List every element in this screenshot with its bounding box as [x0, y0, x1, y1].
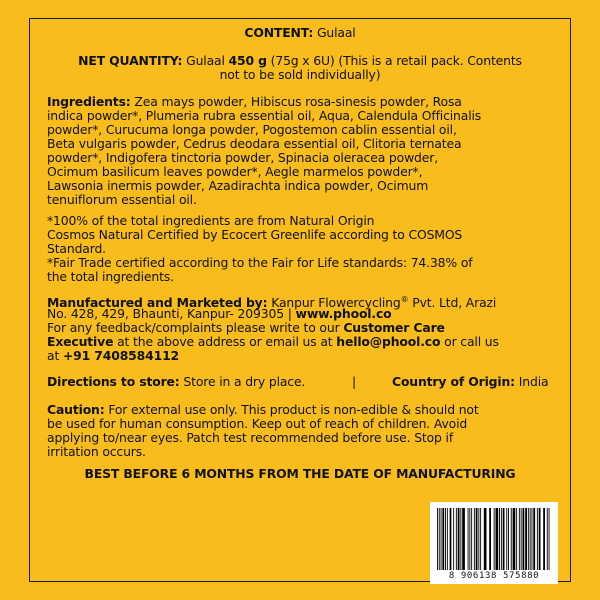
- phone-line: [47, 349, 179, 363]
- barcode-bar: [480, 508, 481, 570]
- feedback-text-2: at the above address or email us at: [113, 334, 337, 349]
- content-value: Gulaal: [313, 25, 356, 40]
- barcode-bar: [447, 508, 448, 570]
- ingredients-line: tenuiflorum essential oil.: [47, 192, 197, 207]
- barcode-bar: [530, 508, 531, 570]
- content-line: [40, 26, 560, 40]
- caution-label: Caution:: [47, 402, 105, 417]
- ingredients-line: Beta vulgaris powder, Cedrus deodara essential oil, Clitoria ternatea: [47, 136, 462, 151]
- barcode-bar: [484, 508, 487, 570]
- caution-line: irritation occurs.: [47, 444, 146, 459]
- barcode-bar: [442, 508, 444, 570]
- manufacturer-address: No. 428, 429, Bhaunti, Kanpur- 209305 |: [47, 306, 296, 321]
- barcode-bar: [501, 508, 502, 570]
- barcode-bar: [496, 508, 499, 570]
- barcode-bar: [516, 508, 517, 570]
- barcode-bar: [478, 508, 479, 570]
- barcode-bar: [441, 508, 442, 570]
- phone-number[interactable]: +91 7408584112: [62, 348, 180, 363]
- barcode-bars: [436, 508, 552, 570]
- barcode-bar: [494, 508, 495, 570]
- barcode-bar: [547, 508, 548, 570]
- barcode-bar: [462, 508, 465, 570]
- barcode-bar: [528, 508, 529, 570]
- net-quantity-product: Gulaal: [182, 53, 229, 68]
- barcode-bar: [549, 508, 550, 570]
- barcode-bar: [506, 508, 507, 570]
- phone-prefix: at: [47, 348, 63, 363]
- barcode-bar: [458, 508, 460, 570]
- ingredients-line: Lawsonia inermis powder, Azadirachta indica powder, Ocimum: [47, 178, 429, 193]
- ingredients-line: powder*, Indigofera tinctoria powder, Spinacia oleracea powder,: [47, 150, 438, 165]
- ingredients-line: powder*, Curucuma longa powder, Pogostemon cablin essential oil,: [47, 122, 457, 137]
- barcode-bar: [445, 508, 446, 570]
- storage-line: [47, 375, 305, 389]
- barcode-bar: [468, 508, 469, 570]
- registered-mark: ®: [400, 295, 409, 304]
- barcode-bar: [450, 508, 452, 570]
- barcode-bar: [437, 508, 438, 570]
- barcode-bar: [439, 508, 440, 570]
- barcode-bar: [521, 508, 522, 570]
- note-line: Cosmos Natural Certified by Ecocert Greenlife according to COSMOS: [47, 227, 463, 242]
- email-link[interactable]: hello@phool.co: [336, 334, 441, 349]
- feedback-text: For any feedback/complaints please write to our: [47, 320, 344, 335]
- website-link[interactable]: www.phool.co: [295, 306, 392, 321]
- barcode-bar: [474, 508, 475, 570]
- storage-value: Store in a dry place.: [179, 374, 306, 389]
- ingredients-line: Ocimum basilicum leaves powder*, Aegle marmelos powder*,: [47, 164, 423, 179]
- caution-first-line: For external use only. This product is non-edible & should not: [104, 402, 479, 417]
- barcode-bar: [489, 508, 491, 570]
- best-before-text: BEST BEFORE 6 MONTHS FROM THE DATE OF MANUFACTURING: [84, 466, 516, 481]
- manufacturer-label: Manufactured and Marketed by:: [47, 295, 268, 311]
- barcode-number: 8 906138 575880: [448, 571, 540, 581]
- manufacturer-name: Kanpur Flowercycling: [267, 295, 401, 311]
- note-line: *100% of the total ingredients are from Natural Origin: [47, 213, 375, 228]
- barcode-bar: [543, 508, 545, 570]
- origin-value: India: [514, 374, 549, 389]
- barcode-bar: [533, 508, 535, 570]
- note-line: the total ingredients.: [47, 269, 174, 284]
- executive-label: Executive: [47, 334, 114, 349]
- barcode-bar: [499, 508, 500, 570]
- barcode-bar: [513, 508, 516, 570]
- customer-care-label: Customer Care: [343, 320, 445, 335]
- note-line: Standard.: [47, 241, 106, 256]
- barcode-bar: [539, 508, 541, 570]
- net-quantity-amount: 450 g: [228, 53, 267, 68]
- barcode-bar: [537, 508, 538, 570]
- content-label: CONTENT:: [244, 25, 314, 40]
- feedback-text-3: or call us: [440, 334, 499, 349]
- ingredients-line: indica powder*, Plumeria rubra essential oil, Aqua, Calendula Officinalis: [47, 108, 482, 123]
- barcode-bar: [525, 508, 527, 570]
- net-quantity-line-2: not to be sold individually): [219, 67, 381, 82]
- storage-separator: |: [352, 374, 357, 389]
- barcode-bar: [523, 508, 525, 570]
- caution-line: be used for human consumption. Keep out of reach of children. Avoid: [47, 416, 468, 431]
- manufacturer-name-suffix: Pvt. Ltd, Arazi: [408, 295, 497, 311]
- barcode-bar: [503, 508, 505, 570]
- barcode-bar: [532, 508, 533, 570]
- barcode-bar: [471, 508, 472, 570]
- barcode-bar: [511, 508, 512, 570]
- barcode-bar: [453, 508, 454, 570]
- origin-label: Country of Origin:: [392, 374, 515, 389]
- origin-line: [392, 375, 548, 389]
- ingredients-label: Ingredients:: [47, 94, 131, 109]
- barcode-bar: [508, 508, 509, 570]
- storage-label: Directions to store:: [47, 374, 180, 389]
- barcode-bar: [460, 508, 461, 570]
- caution-line: applying to/near eyes. Patch test recommended before use. Stop if: [47, 430, 454, 445]
- barcode-bar: [456, 508, 457, 570]
- note-line: *Fair Trade certified according to the Fair for Life standards: 74.38% of: [47, 255, 473, 270]
- net-quantity-label: NET QUANTITY:: [78, 53, 183, 68]
- barcode-bar: [519, 508, 520, 570]
- net-quantity-detail: (75g x 6U) (This is a retail pack. Contents: [266, 53, 522, 68]
- ingredients-first-line: Zea mays powder, Hibiscus rosa-sinesis powder, Rosa: [130, 94, 462, 109]
- barcode: [430, 502, 558, 584]
- barcode-bar: [469, 508, 470, 570]
- barcode-bar: [476, 508, 478, 570]
